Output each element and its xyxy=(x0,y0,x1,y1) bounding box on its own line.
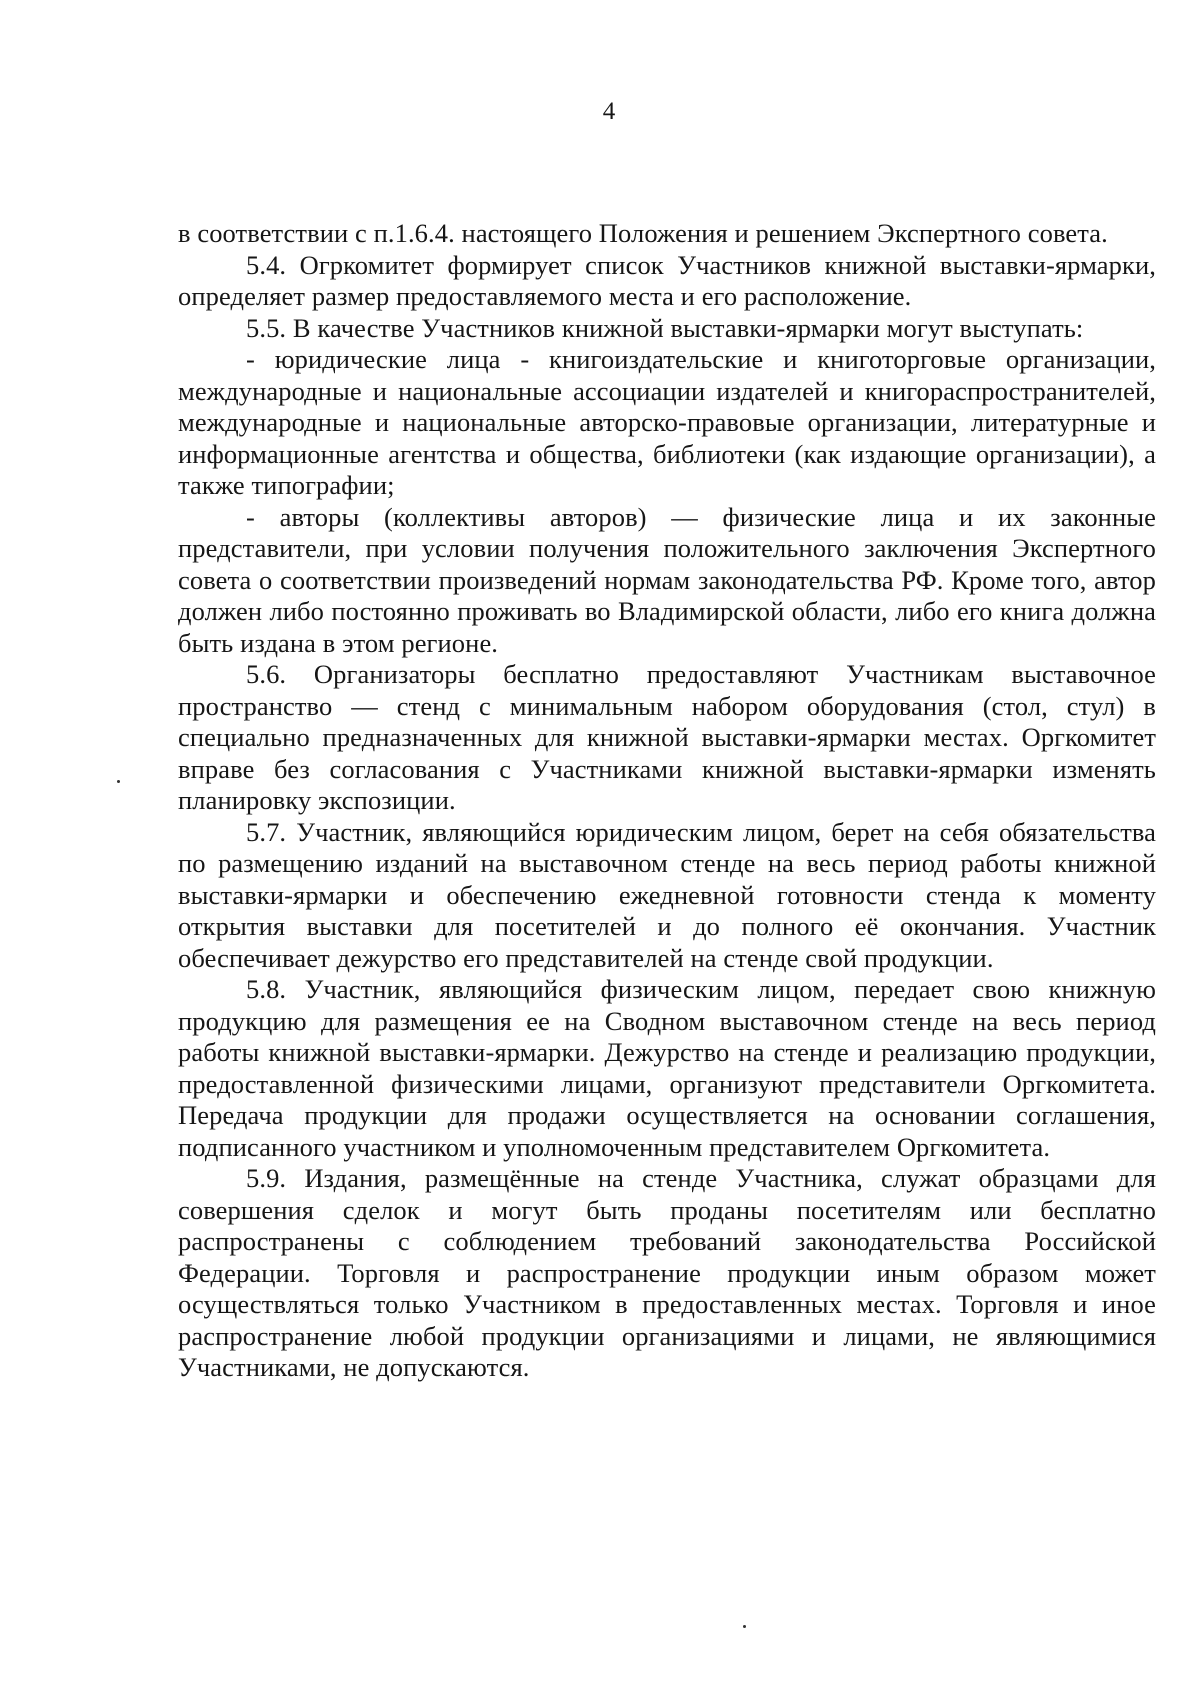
paragraph: 5.5. В качестве Участников книжной выставки-ярмарки могут выступать: xyxy=(246,312,1084,343)
paragraph: 5.6. Организаторы бесплатно предоставляют Участникам выставочное пространство — стенд с минимальным набором оборудования (стол, стул) в специально предназначенных для книжной выставки-ярмарки местах. Оргкомитет вправе без согласования с Участниками книжной выставки-ярмарки изменять планировку экспозиции. xyxy=(178,659,1156,815)
paragraph: 5.7. Участник, являющийся юридическим лицом, берет на себя обязательства по размещению изданий на выставочном стенде на весь период работы книжной выставки-ярмарки и обеспечению ежедневной готовности стенда к моменту открытия выставки для посетителей и до полного её окончания. Участник обеспечивает дежурство его представителей на стенде свой продукции. xyxy=(178,816,1156,973)
paragraph: 5.9. Издания, размещённые на стенде Участника, служат образцами для совершения сделок и могут быть проданы посетителям или бесплатно распространены с соблюдением требований законодательства Российской Федерации. Торговля и распространение продукции иным образом может осуществляться только Участником в предоставленных местах. Торговля и иное распространение любой продукции организациями и лицами, не являющимися Участниками, не допускаются. xyxy=(178,1163,1156,1382)
scan-speck xyxy=(117,780,120,783)
scan-speck xyxy=(743,1625,746,1628)
paragraph: 5.8. Участник, являющийся физическим лицом, передает свою книжную продукцию для размещения ее на Сводном выставочном стенде на весь период работы книжной выставки-ярмарки. Дежурство на стенде и реализацию продукции, предоставленной физическими лицами, организуют представители Оргкомитета. Передача продукции для продажи осуществляется на основании соглашения, подписанного участником и уполномоченным представителем Оргкомитета. xyxy=(178,974,1156,1162)
page-number: 4 xyxy=(602,98,616,125)
paragraph: в соответствии с п.1.6.4. настоящего Положения и решением Экспертного совета. xyxy=(178,218,1108,248)
document-body xyxy=(178,218,1156,1384)
paragraph: - авторы (коллективы авторов) — физические лица и их законные представители, при условии получения положительного заключения Экспертного совета о соответствии произведений нормам законодательства РФ. Кроме того, автор должен либо постоянно проживать во Владимирской области, либо его книга должна быть издана в этом регионе. xyxy=(178,501,1156,658)
paragraph: - юридические лица - книгоиздательские и книготорговые организации, международные и национальные ассоциации издателей и книгораспространителей, международные и национальные авторско-правовые организации, литературные и информационные агентства и общества, библиотеки (как издающие организации), а также типографии; xyxy=(178,344,1156,500)
paragraph: 5.4. Огркомитет формирует список Участников книжной выставки-ярмарки, определяет размер предоставляемого места и его расположение. xyxy=(178,249,1156,311)
